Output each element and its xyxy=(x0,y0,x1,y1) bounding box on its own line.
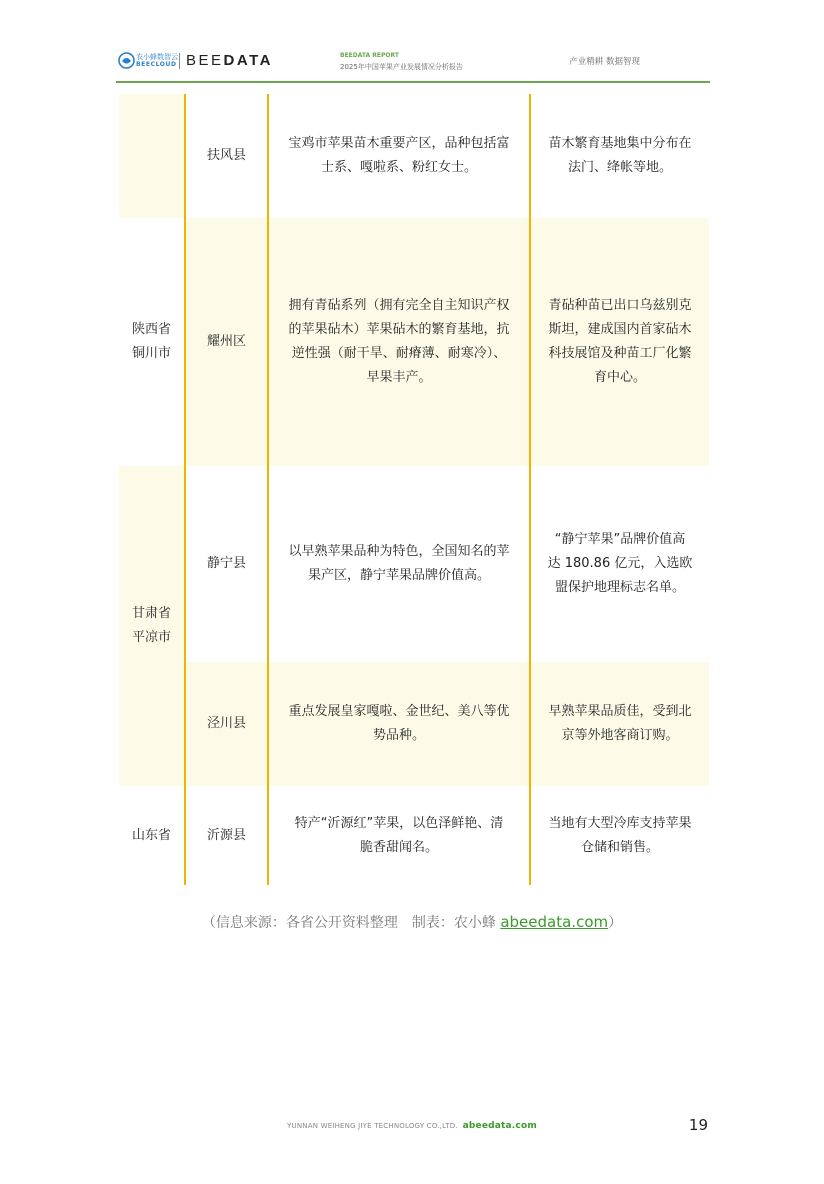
footer-company: YUNNAN WEIHENG JIYE TECHNOLOGY CO.,LTD. abeedata.com xyxy=(287,1121,537,1131)
feature-cell: 以早熟苹果品种为特色，全国知名的苹 果产区，静宁苹果品牌价值高。 xyxy=(288,544,510,583)
apple-region-table xyxy=(119,94,709,885)
note-cell: 青砧种苗已出口乌兹别克 斯坦，建成国内首家砧木 科技展馆及种苗工厂化繁 育中心。 xyxy=(548,298,692,385)
province-cell: 山东省 xyxy=(131,827,171,843)
feature-cell: 重点发展皇家嘎啦、金世纪、美八等优 势品种。 xyxy=(288,704,510,743)
band-shaanxi-baoji xyxy=(119,94,185,218)
table-source-note: （信息来源：各省公开资料整理 制表：农小蜂 abeedata.com） xyxy=(201,913,623,931)
county-cell: 泾川县 xyxy=(206,716,246,731)
report-chinese-title: 2025年中国苹果产业发展情况分析报告 xyxy=(340,63,463,71)
report-english-title: BEEDATA REPORT xyxy=(340,52,399,59)
province-cell: 甘肃省 平凉市 xyxy=(131,606,171,645)
note-cell: 苗木繁育基地集中分布在 法门、绛帐等地。 xyxy=(548,136,692,175)
feature-cell: 拥有青砧系列（拥有完全自主知识产权 的苹果砧木）苹果砧木的繁育基地，抗 逆性强（耐干旱、耐瘠薄、耐寒冷）、 早果丰产。 xyxy=(288,298,510,385)
table-row xyxy=(186,94,267,218)
header-slogan: 产业精耕 数据智现 xyxy=(569,57,640,67)
footer-site: abeedata.com xyxy=(462,1121,537,1131)
note-cell: “静宁苹果”品牌价值高 达 180.86 亿元，入选欧 盟保护地理标志名单。 xyxy=(547,532,693,595)
county-cell: 耀州区 xyxy=(206,334,246,349)
feature-cell: 特产“沂源红”苹果，以色泽鲜艳、清 脆香甜闻名。 xyxy=(294,815,504,855)
county-cell: 扶风县 xyxy=(206,148,246,163)
feature-cell: 宝鸡市苹果苗木重要产区，品种包括富 士系、嘎啦系、粉红女士。 xyxy=(288,136,510,175)
note-cell: 当地有大型冷库支持苹果 仓储和销售。 xyxy=(548,815,692,855)
page-header xyxy=(116,48,710,83)
note-cell: 早熟苹果品质佳，受到北 京等外地客商订购。 xyxy=(548,704,692,743)
logo-divider xyxy=(179,53,180,69)
province-cell: 陕西省 铜川市 xyxy=(131,322,171,361)
beecloud-logo-icon xyxy=(118,52,135,69)
county-cell: 静宁县 xyxy=(206,556,246,571)
logo-english-name: BEECLOUD xyxy=(136,61,177,68)
page-number: 19 xyxy=(688,1116,708,1134)
logo-chinese-name: 农小蜂数智云 xyxy=(136,53,178,61)
abeedata-link[interactable]: abeedata.com xyxy=(500,913,609,931)
brand-wordmark: BEEDATA xyxy=(186,52,273,69)
county-cell: 沂源县 xyxy=(206,827,246,843)
